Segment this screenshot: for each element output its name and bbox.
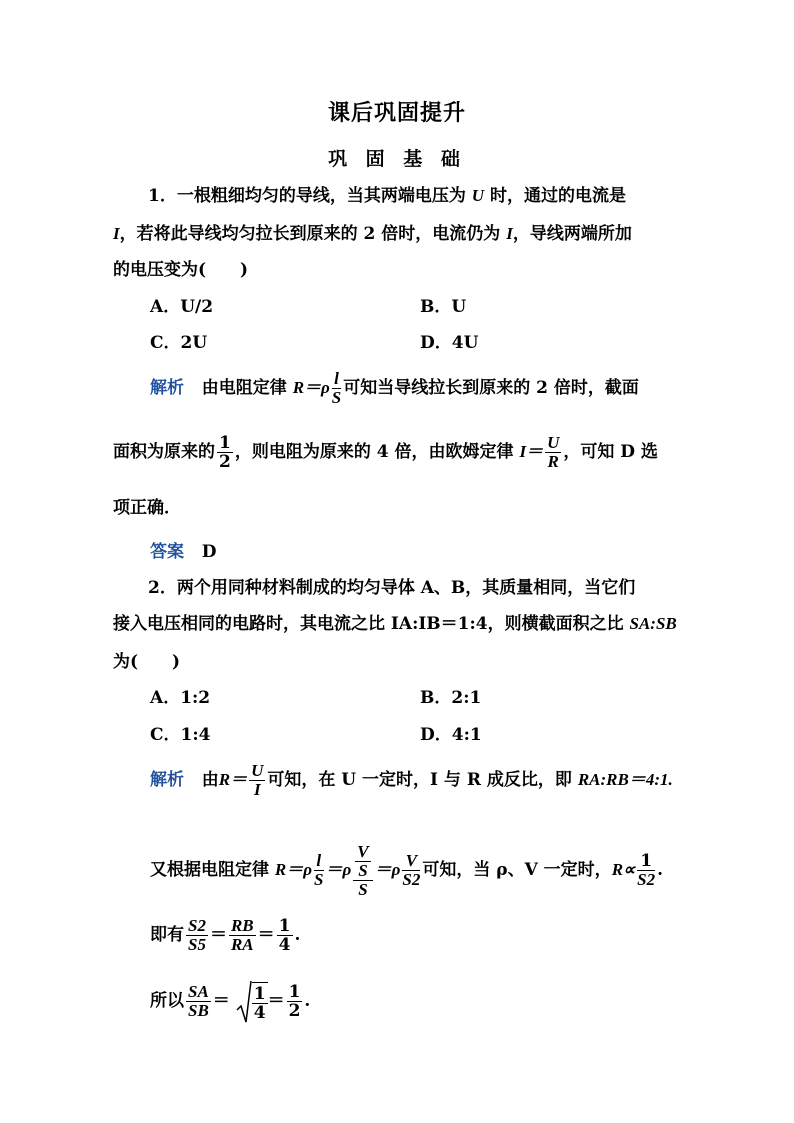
- fraction: [287, 983, 303, 1020]
- q1-option-a: A．U/2: [150, 297, 214, 317]
- fraction-denominator: R: [547, 452, 559, 471]
- q2-line-2: [113, 614, 677, 634]
- q1-option-c: C．2U: [150, 333, 208, 353]
- fraction: [186, 983, 211, 1020]
- fraction-numerator: S2: [188, 916, 206, 935]
- analysis-text: ，则电阻为原来的 4 倍，由欧姆定律: [234, 442, 520, 462]
- analysis-label: 解析: [150, 770, 184, 790]
- analysis-text: 又根据电阻定律: [150, 860, 275, 880]
- q2-text: ，则横截面积之比: [487, 614, 630, 634]
- fraction-numerator: U: [251, 761, 264, 780]
- page-title: 课后巩固提升: [327, 100, 466, 126]
- fraction: [186, 917, 208, 954]
- q1-analysis-line-2: [113, 430, 658, 474]
- fraction: [277, 917, 293, 954]
- radical-sign-icon: [236, 980, 252, 1024]
- analysis-text: .: [657, 860, 664, 880]
- q1-text: ，导线两端所加: [512, 224, 632, 244]
- fraction-numerator: l: [314, 852, 323, 871]
- fraction: [545, 434, 561, 471]
- fraction-denominator: 4: [253, 1003, 266, 1023]
- q2-option-b: B．2:1: [420, 688, 482, 708]
- q1-answer: [150, 542, 217, 562]
- formula: ＝ρ: [374, 860, 401, 879]
- q1-analysis-line-1: [150, 366, 639, 410]
- fraction-numerator: V: [357, 841, 369, 861]
- q1-text: 时，通过的电流是: [484, 186, 626, 206]
- q2-option-c: C．1:4: [150, 725, 211, 745]
- fraction-denominator: I: [253, 780, 261, 799]
- fraction-denominator: 2: [288, 1001, 301, 1021]
- analysis-text: 可知，在 U 一定时，I 与 R 成反比，即: [267, 770, 578, 790]
- formula: R＝ρ: [274, 860, 313, 879]
- q1-text: ，若将此导线均匀拉长到原来的 2 倍时，电流仍为: [119, 224, 507, 244]
- formula: R∝: [611, 860, 636, 879]
- analysis-text: 由电阻定律: [201, 378, 293, 398]
- fraction-denominator: S: [314, 870, 324, 889]
- q1-option-d: D．4U: [420, 333, 479, 353]
- inner-fraction: [355, 843, 370, 880]
- formula: ＝ρ: [325, 860, 352, 879]
- fraction-numerator: RB: [230, 916, 254, 935]
- fraction-numerator: 1: [253, 984, 266, 1004]
- var-u: U: [471, 186, 485, 205]
- analysis-text: 面积为原来的: [113, 442, 215, 462]
- q2-option-a: A．1:2: [150, 688, 211, 708]
- square-root: [236, 976, 268, 1028]
- fraction: [229, 917, 256, 954]
- analysis-text: 可知当导线拉长到原来的 2 倍时，截面: [343, 378, 639, 398]
- area-ratio: SA:SB: [629, 614, 677, 633]
- fraction: [249, 762, 265, 799]
- formula: R＝: [218, 770, 248, 789]
- fraction-numerator: 1: [288, 982, 301, 1002]
- analysis-text: 由: [201, 770, 219, 790]
- fraction-denominator: S2: [402, 870, 421, 889]
- fraction: [637, 852, 655, 889]
- q2-option-d: D．4:1: [420, 725, 482, 745]
- fraction-numerator: 1: [278, 916, 291, 936]
- q2-analysis-line-1: [150, 758, 673, 802]
- formula: R＝ρ: [292, 378, 330, 397]
- analysis-label: 解析: [150, 378, 184, 398]
- fraction: [402, 852, 420, 889]
- analysis-text: 即有: [150, 925, 184, 945]
- q1-text: 1．一根粗细均匀的导线，当其两端电压为: [148, 186, 472, 206]
- fraction-denominator: S2: [637, 870, 656, 889]
- q2-analysis-line-4: 所以 $\frac{SA}{SB}$ ＝ $\frac{1}{4}$ ＝ $\frac{1}{2}$ .: [150, 975, 310, 1028]
- q2-line-3: 为( ): [113, 652, 181, 672]
- fraction-numerator: U: [547, 433, 560, 452]
- q2-text: 接入电压相同的电路时，其电流之比: [113, 614, 391, 634]
- fraction-numerator: 1: [637, 852, 655, 871]
- q2-analysis-line-3: 即有 $\frac{S2}{S5}$ ＝ $\frac{RB}{RA}$ ＝ $\frac{1}{4}$ .: [150, 916, 301, 955]
- q1-analysis-line-3: 项正确．: [113, 498, 181, 518]
- fraction-denominator: S: [358, 860, 368, 880]
- resistance-ratio: RA:RB＝4:1.: [577, 770, 673, 789]
- q1-line-1: [148, 186, 626, 206]
- q1-line-3: 的电压变为( ): [113, 260, 249, 280]
- q2-line-1: 2．两个用同种材料制成的均匀导体 A、B，其质量相同，当它们: [148, 578, 636, 598]
- fraction-denominator: S: [331, 388, 342, 407]
- var-i: I: [113, 224, 120, 243]
- section-title: 巩 固 基 础: [328, 148, 466, 170]
- fraction-denominator: S: [358, 879, 368, 899]
- fraction-denominator: S5: [188, 935, 206, 954]
- fraction: [332, 370, 341, 407]
- fraction: [217, 434, 233, 471]
- formula: I＝: [519, 442, 544, 461]
- fraction-denominator: 4: [278, 935, 291, 955]
- fraction-numerator: [353, 843, 372, 881]
- fraction-denominator: 2: [219, 452, 231, 472]
- q1-line-2: [113, 224, 632, 244]
- compound-fraction: [353, 843, 372, 899]
- var-i: I: [506, 224, 513, 243]
- fraction-numerator: V: [402, 852, 420, 871]
- q1-option-b: B．U: [420, 297, 467, 317]
- answer-value: D: [201, 542, 217, 562]
- analysis-text: 可知，当 ρ、V 一定时，: [422, 860, 612, 880]
- answer-label: 答案: [150, 542, 184, 562]
- fraction: [314, 852, 323, 889]
- fraction-numerator: 1: [219, 433, 231, 453]
- fraction-denominator: SB: [188, 1001, 209, 1020]
- analysis-text: 所以: [150, 991, 184, 1011]
- analysis-text: ，可知 D 选: [563, 442, 658, 462]
- q2-analysis-line-2: [150, 822, 663, 918]
- fraction-numerator: l: [332, 370, 341, 389]
- fraction-denominator: RA: [230, 935, 254, 954]
- current-ratio: IA:IB＝1:4: [390, 614, 488, 634]
- fraction-numerator: SA: [188, 982, 209, 1001]
- fraction: [252, 982, 268, 1022]
